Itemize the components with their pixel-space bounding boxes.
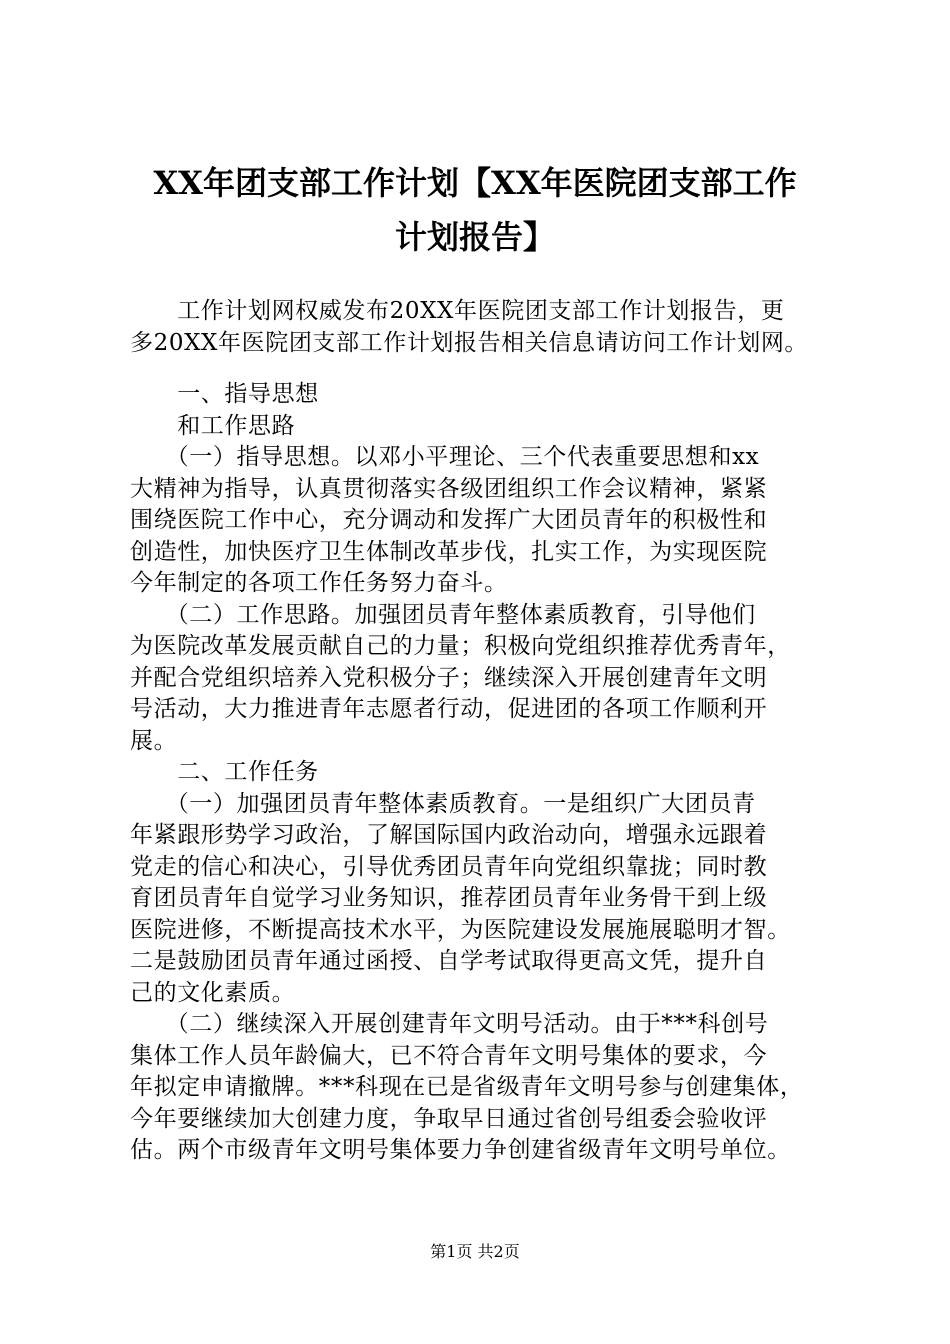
paragraph-line: 党走的信心和决心，引导优秀团员青年向党组织靠拢；同时教: [130, 853, 768, 880]
title-line-2: 计划报告】: [394, 218, 555, 256]
paragraph-line: 二是鼓励团员青年通过函授、自学考试取得更高文凭，提升自: [130, 948, 768, 974]
paragraph-line: （二）工作思路。加强团员青年整体素质教育，引导他们: [130, 601, 756, 628]
paragraph-line: 己的文化素质。: [130, 979, 296, 1006]
paragraph-line: 育团员青年自觉学习业务知识，推荐团员青年业务骨干到上级: [130, 885, 768, 911]
paragraph-line: （一）指导思想。以邓小平理论、三个代表重要思想和xx: [130, 444, 760, 470]
paragraph-line: 围绕医院工作中心，充分调动和发挥广大团员青年的积极性和: [130, 507, 768, 533]
paragraph-line: 创造性，加快医疗卫生体制改革步伐，扎实工作，为实现医院: [130, 538, 768, 565]
paragraph-line: 大精神为指导，认真贯彻落实各级团组织工作会议精神，紧紧: [130, 475, 768, 502]
document-title: [100, 156, 850, 264]
paragraph-line: 今年制定的各项工作任务努力奋斗。: [130, 570, 508, 596]
paragraph-line: 并配合党组织培养入党积极分子；继续深入开展创建青年文明: [130, 664, 768, 691]
paragraph-line: 为医院改革发展贡献自己的力量；积极向党组织推荐优秀青年，: [130, 633, 791, 659]
section-heading-1: 一、指导思想: [130, 381, 319, 407]
paragraph-line: （二）继续深入开展创建青年文明号活动。由于***科创号: [130, 1011, 769, 1037]
paragraph-line: 年拟定申请撤牌。***科现在已是省级青年文明号参与创建集体，: [130, 1074, 804, 1100]
section-heading-1-cont: 和工作思路: [130, 412, 296, 439]
paragraph-line: 今年要继续加大创建力度，争取早日通过省创号组委会验收评: [130, 1105, 768, 1132]
paragraph-line: 号活动，大力推进青年志愿者行动，促进团的各项工作顺利开: [130, 696, 768, 722]
document-body: [130, 296, 842, 1167]
intro-line-1: 工作计划网权威发布20XX年医院团支部工作计划报告，更: [130, 298, 785, 324]
paragraph-line: 医院进修，不断提高技术水平，为医院建设发展施展聪明才智。: [130, 916, 791, 943]
paragraph-line: （一）加强团员青年整体素质教育。一是组织广大团员青: [130, 790, 756, 817]
intro-line-2: 多20XX年医院团支部工作计划报告相关信息请访问工作计划网。: [130, 329, 809, 356]
paragraph-line: 集体工作人员年龄偏大，已不符合青年文明号集体的要求，今: [130, 1042, 768, 1069]
paragraph-line: 年紧跟形势学习政治，了解国际国内政治动向，增强永远跟着: [130, 822, 768, 848]
page-number-footer: 第1页 共2页: [430, 1242, 520, 1261]
section-heading-2: 二、工作任务: [130, 759, 319, 785]
paragraph-line: 估。两个市级青年文明号集体要力争创建省级青年文明号单位。: [130, 1137, 791, 1163]
paragraph-line: 展。: [130, 727, 178, 754]
title-line-1: XX年团支部工作计划【XX年医院团支部工作: [153, 164, 797, 202]
